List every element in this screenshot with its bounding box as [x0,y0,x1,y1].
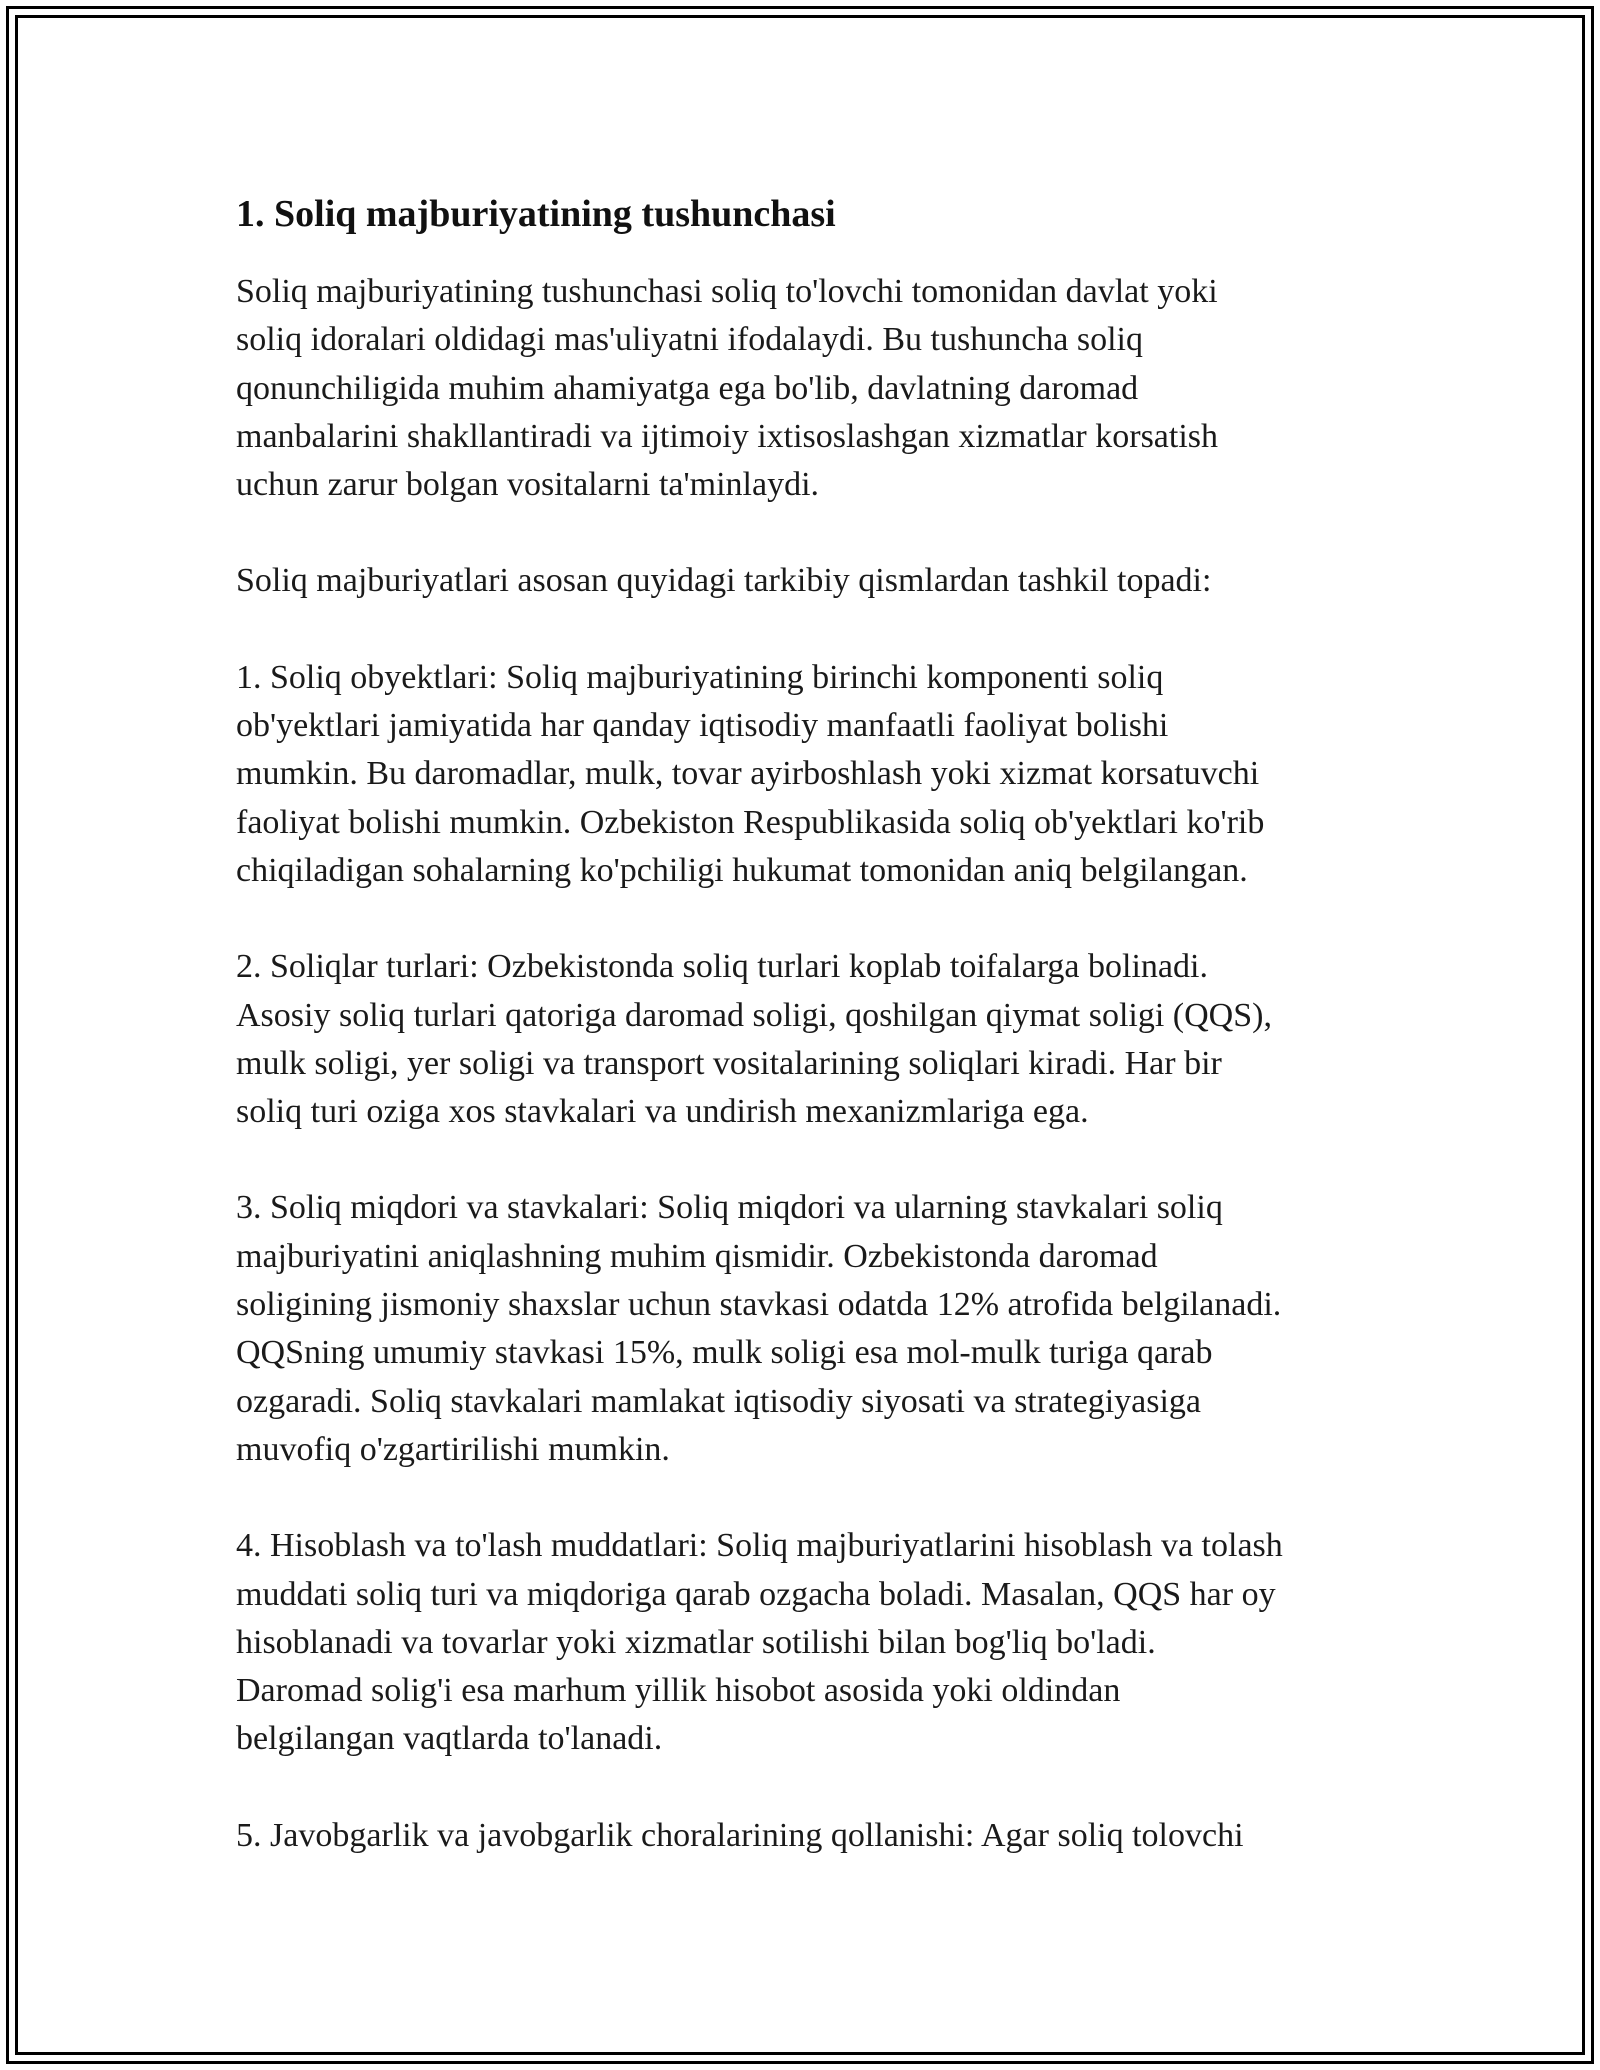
document-body [236,186,1386,1908]
section-heading: 1. Soliq majburiyatining tushunchasi [236,193,836,235]
paragraph-item-2: 2. Soliqlar turlari: Ozbekistonda soliq turlari koplab toifalarga bolinadi. Asosiy soliq turlari qatoriga daromad soligi, qoshilgan qiymat soligi (QQS), mulk soligi, yer soligi va transport vositalarining soliqlari kiradi. Har bir soliq turi oziga xos stavkalari va undirish mexanizmlariga ega. [236,948,1272,1131]
paragraph-item-4: 4. Hisoblash va to'lash muddatlari: Soliq majburiyatlarini hisoblash va tolash muddati soliq turi va miqdoriga qarab ozgacha boladi. Masalan, QQS har oy hisoblanadi va tovarlar yoki xizmatlar sotilishi bilan bog'liq bo'ladi. Daromad solig'i esa marhum yillik hisobot asosida yoki oldindan belgilangan vaqtlarda to'lanadi. [236,1527,1283,1758]
paragraph-item-5: 5. Javobgarlik va javobgarlik choralarining qollanishi: Agar soliq tolovchi [236,1816,1244,1854]
paragraph-intro: Soliq majburiyatining tushunchasi soliq to'lovchi tomonidan davlat yoki soliq idoralari oldidagi mas'uliyatni ifodalaydi. Bu tushuncha soliq qonunchiligida muhim ahamiyatga ega bo'lib, davlatning daromad manbalarini shakllantiradi va ijtimoiy ixtisoslashgan xizmatlar korsatish uchun zarur bolgan vositalarni ta'minlaydi. [236,273,1219,504]
paragraph-item-1: 1. Soliq obyektlari: Soliq majburiyatining birinchi komponenti soliq ob'yektlari jamiyatida har qanday iqtisodiy manfaatli faoliyat bolishi mumkin. Bu daromadlar, mulk, tovar ayirboshlash yoki xizmat korsatuvchi faoliyat bolishi mumkin. Ozbekiston Respublikasida soliq ob'yektlari ko'rib chiqiladigan sohalarning ko'pchiligi hukumat tomonidan aniq belgilangan. [236,658,1265,889]
paragraph-item-3: 3. Soliq miqdori va stavkalari: Soliq miqdori va ularning stavkalari soliq majburiyatini aniqlashning muhim qismidir. Ozbekistonda daromad soligining jismoniy shaxslar uchun stavkasi odatda 12% atrofida belgilanadi. QQSning umumiy stavkasi 15%, mulk soligi esa mol-mulk turiga qarab ozgaradi. Soliq stavkalari mamlakat iqtisodiy siyosati va strategiyasiga muvofiq o'zgartirilishi mumkin. [236,1189,1282,1468]
paragraph-components-lead: Soliq majburiyatlari asosan quyidagi tarkibiy qismlardan tashkil topadi: [236,562,1212,600]
